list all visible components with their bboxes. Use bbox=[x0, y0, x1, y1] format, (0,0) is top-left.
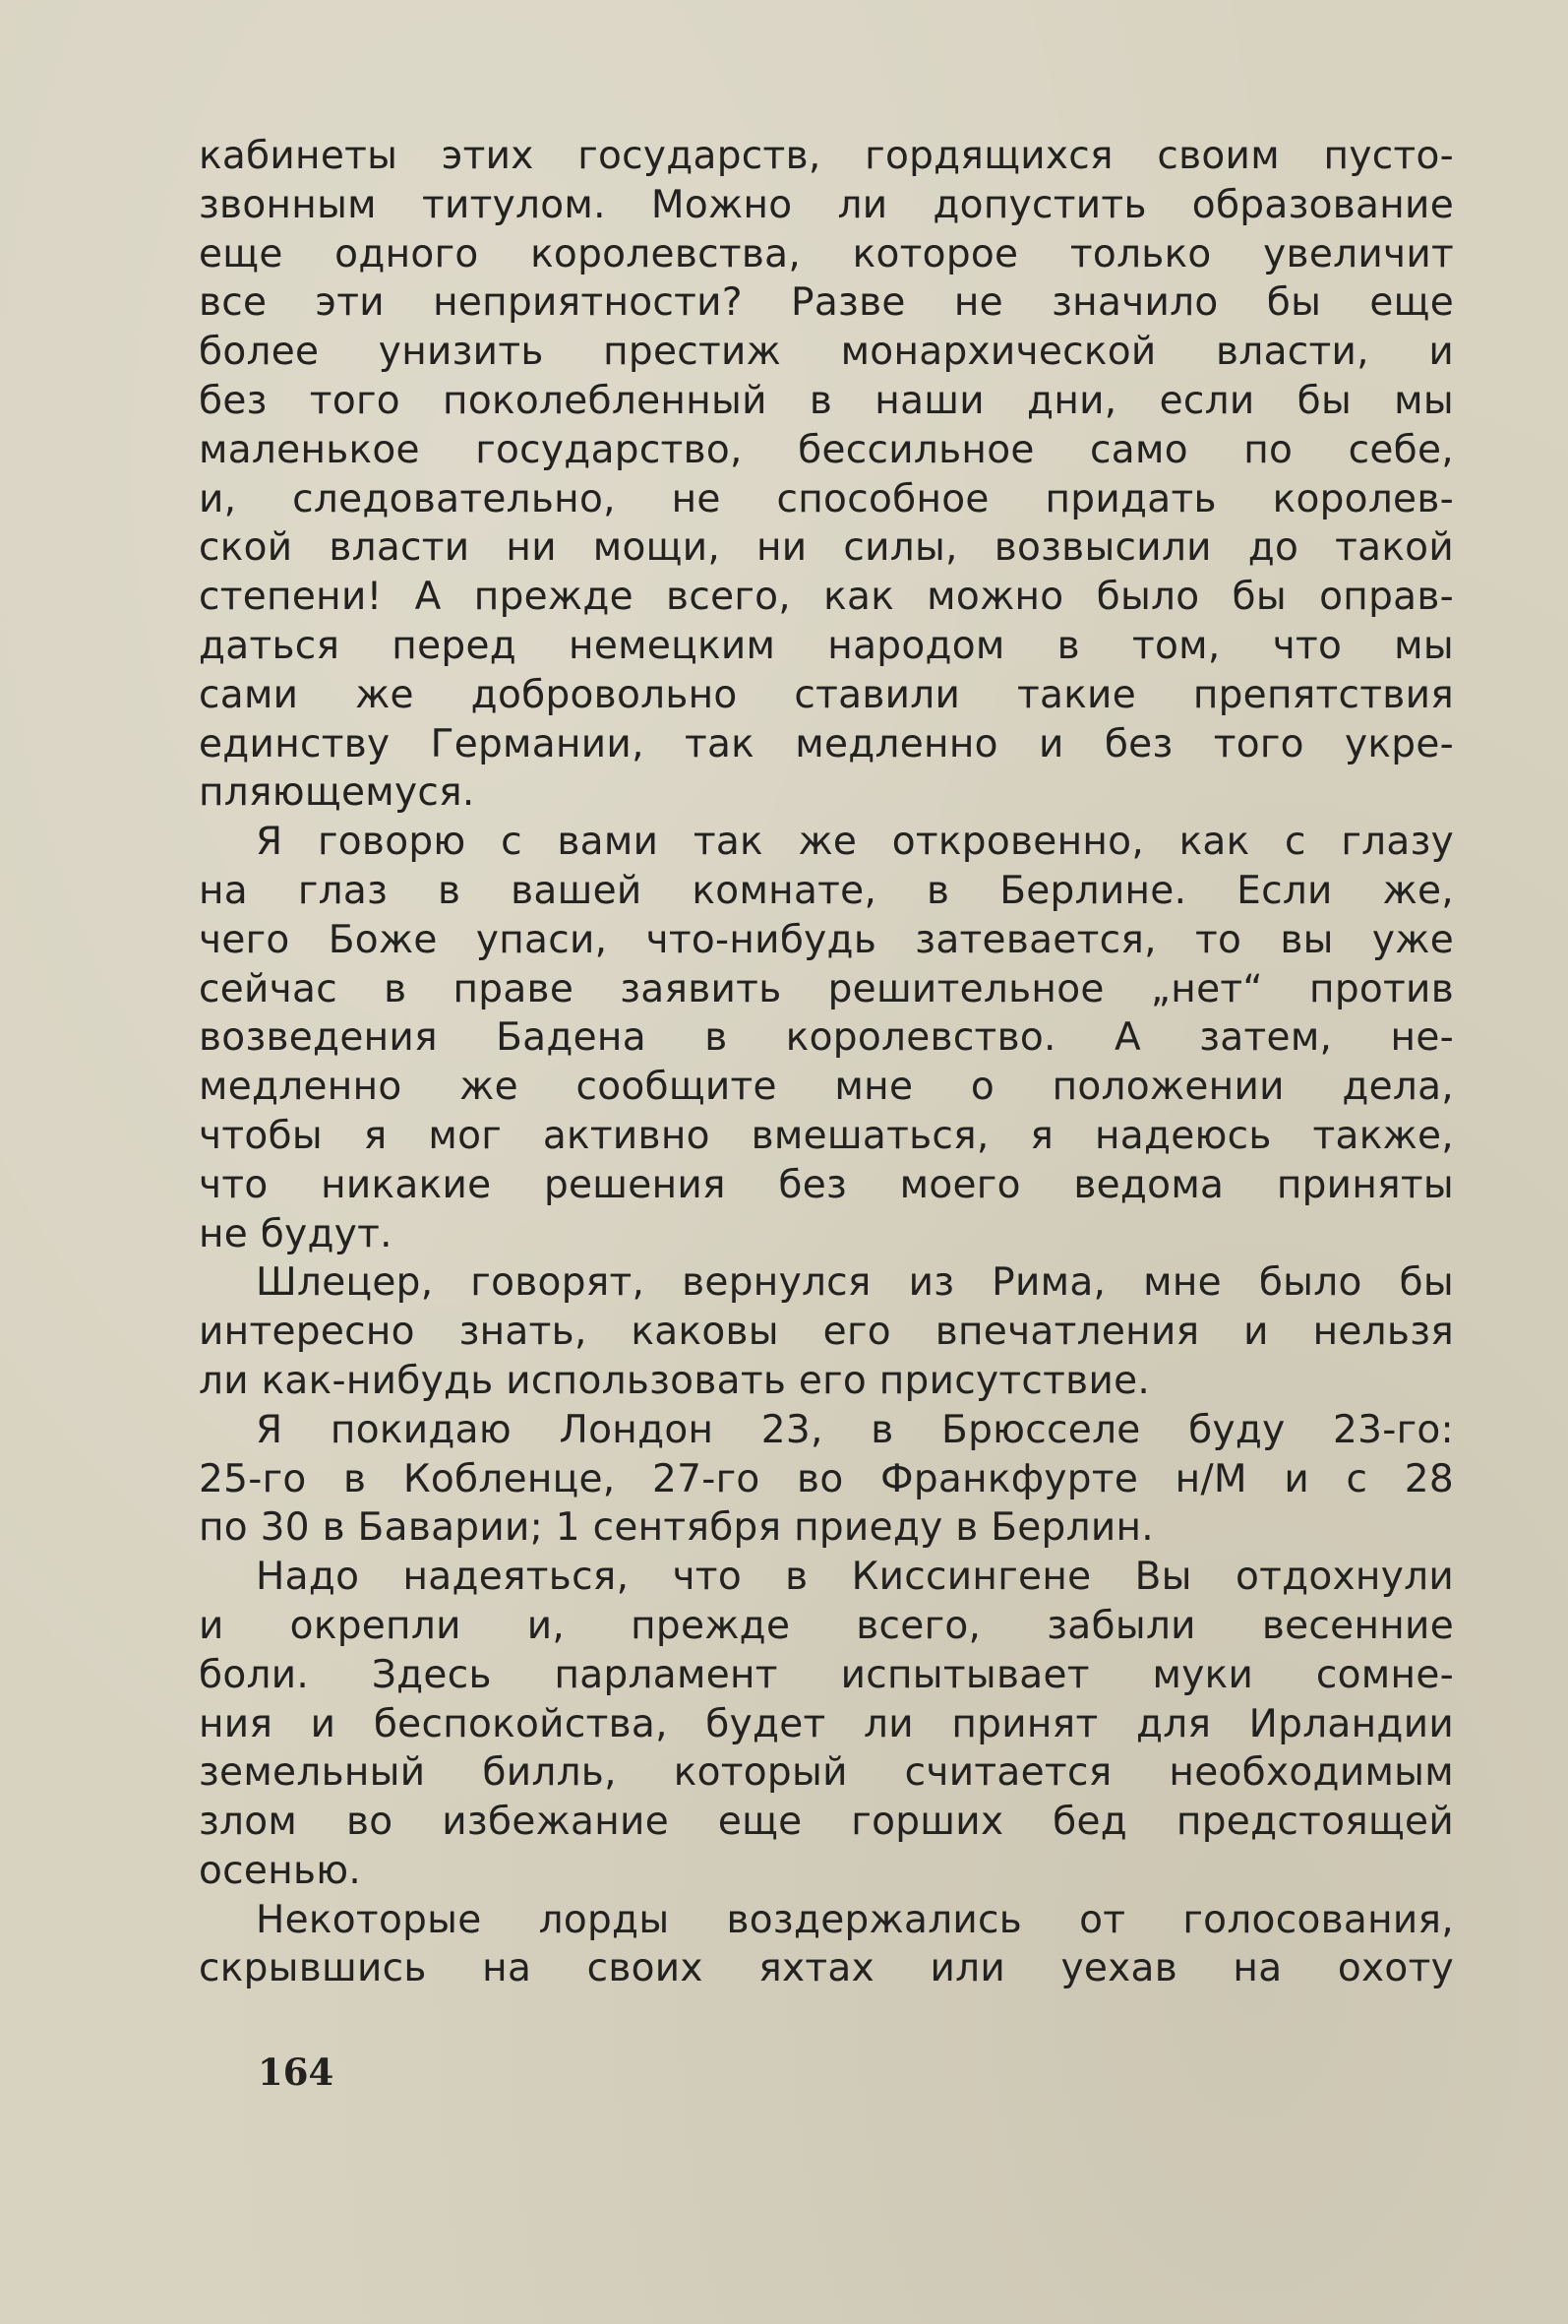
text-line: более унизить престиж монархической власти, и bbox=[199, 330, 1454, 375]
text-line: единству Германии, так медленно и без того укре- bbox=[199, 721, 1454, 766]
text-line: ской власти ни мощи, ни силы, возвысили до такой bbox=[199, 525, 1454, 571]
text-line: звонным титулом. Можно ли допустить образование bbox=[199, 182, 1454, 227]
text-line: сами же добровольно ставили такие препятствия bbox=[199, 672, 1454, 717]
text-line: земельный билль, который считается необходимым bbox=[199, 1750, 1454, 1796]
text-line: и, следовательно, не способное придать королев- bbox=[199, 476, 1454, 521]
text-line: Некоторые лорды воздержались от голосования, bbox=[256, 1897, 1454, 1942]
paragraph bbox=[199, 1406, 1454, 1553]
paragraph bbox=[199, 132, 1454, 818]
text-line: медленно же сообщите мне о положении дела, bbox=[199, 1065, 1454, 1110]
text-line: все эти неприятности? Разве не значило бы еще bbox=[199, 280, 1454, 326]
text-line: возведения Бадена в королевство. А затем, не- bbox=[199, 1015, 1454, 1061]
text-line: Надо надеяться, что в Киссингене Вы отдохнули bbox=[256, 1555, 1454, 1600]
text-line: злом во избежание еще горших бед предстоящей bbox=[199, 1800, 1454, 1845]
paragraph bbox=[199, 1553, 1454, 1896]
text-line: даться перед немецким народом в том, что мы bbox=[199, 623, 1454, 668]
text-line: ния и беспокойства, будет ли принят для Ирландии bbox=[199, 1701, 1454, 1746]
page-number: 164 bbox=[258, 2050, 334, 2094]
text-line: Шлецер, говорят, вернулся из Рима, мне было бы bbox=[256, 1260, 1454, 1306]
text-line: Я покидаю Лондон 23, в Брюсселе буду 23-го: bbox=[256, 1407, 1454, 1452]
text-line: чтобы я мог активно вмешаться, я надеюсь также, bbox=[199, 1113, 1454, 1158]
text-line: по 30 в Баварии; 1 сентября приеду в Берлин. bbox=[199, 1505, 1154, 1551]
paragraph bbox=[199, 1896, 1454, 1994]
text-line: еще одного королевства, которое только увеличит bbox=[199, 231, 1454, 276]
text-line: кабинеты этих государств, гордящихся своим пусто- bbox=[199, 134, 1454, 178]
text-line: на глаз в вашей комнате, в Берлине. Если же, bbox=[199, 868, 1454, 913]
text-line: что никакие решения без моего ведома приняты bbox=[199, 1162, 1454, 1207]
paragraph bbox=[199, 818, 1454, 1258]
text-line: скрывшись на своих яхтах или уехав на охоту bbox=[199, 1946, 1454, 1991]
text-line: степени! А прежде всего, как можно было бы оправ- bbox=[199, 575, 1454, 620]
text-line: маленькое государство, бессильное само по себе, bbox=[199, 427, 1454, 472]
body-text bbox=[199, 132, 1454, 1993]
text-line: пляющемуся. bbox=[199, 770, 475, 816]
text-line: сейчас в праве заявить решительное „нет“ против bbox=[199, 966, 1454, 1011]
text-line: не будут. bbox=[199, 1211, 392, 1256]
text-line: без того поколебленный в наши дни, если бы мы bbox=[199, 378, 1454, 423]
text-line: интересно знать, каковы его впечатления и нельзя bbox=[199, 1310, 1454, 1355]
paragraph bbox=[199, 1258, 1454, 1405]
text-line: Я говорю с вами так же откровенно, как с глазу bbox=[256, 820, 1454, 865]
text-line: осенью. bbox=[199, 1848, 362, 1893]
text-line: чего Боже упаси, что-нибудь затевается, то вы уже bbox=[199, 917, 1454, 962]
text-line: боли. Здесь парламент испытывает муки сомне- bbox=[199, 1652, 1454, 1697]
text-line: и окрепли и, прежде всего, забыли весенние bbox=[199, 1603, 1454, 1648]
text-line: ли как-нибудь использовать его присутствие. bbox=[199, 1358, 1151, 1403]
text-line: 25-го в Кобленце, 27-го во Франкфурте н/М и с 28 bbox=[199, 1456, 1454, 1501]
